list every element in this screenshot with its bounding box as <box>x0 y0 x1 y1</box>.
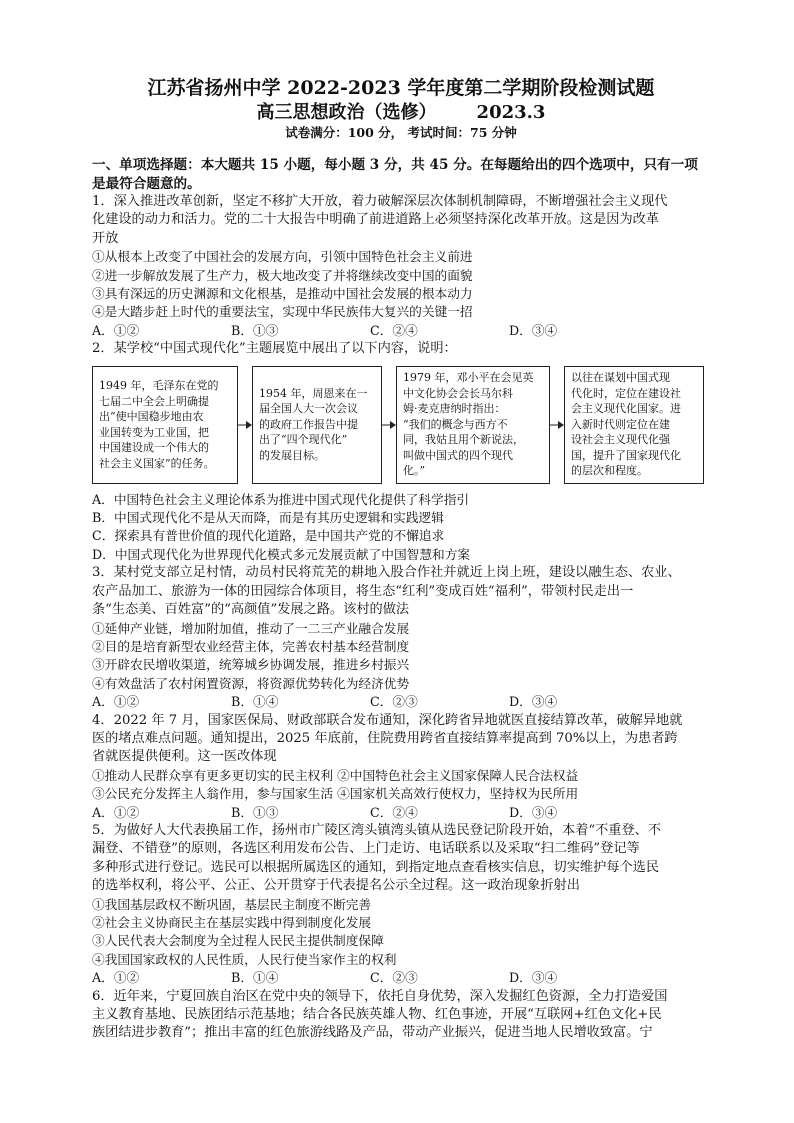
flow-text: 姆·麦克唐纳时指出： <box>403 402 506 416</box>
question-stem-line: 的选举权利，将公平、公正、公开贯穿于代表提名公示全过程。这一政治现象折射出 <box>92 878 580 894</box>
flow-text: 七届二中全会上明确提 <box>99 394 209 408</box>
subject-name: 高三思想政治（选修） <box>256 102 437 123</box>
choice-d[interactable]: D．中国式现代化为世界现代化模式多元发展贡献了中国智慧和方案 <box>92 546 471 562</box>
flow-text: 出了“四个现代化” <box>259 433 348 447</box>
statement-item: ④是大踏步赶上时代的重要法宝，实现中华民族伟大复兴的关键一招 <box>92 304 473 320</box>
question-stem: 2．某学校“中国式现代化”主题展览中展出了以下内容，说明： <box>92 341 457 357</box>
statement-item: ③具有深远的历史渊源和文化根基，是推动中国社会发展的根本动力 <box>92 286 473 302</box>
flow-text: 国，提升了国家现代化 <box>571 448 681 462</box>
answer-choices <box>92 969 710 987</box>
answer-choices <box>92 804 710 822</box>
choice-a[interactable]: A．①② <box>92 322 140 338</box>
statement-item: ②进一步解放发展了生产力，极大地改变了并将继续改变中国的面貌 <box>92 267 473 283</box>
question-stem-line: 化建设的动力和活力。党的二十大报告中明确了前进道路上必须坚持深化改革开放。这是因为改革 <box>92 212 660 228</box>
choice-c[interactable]: C．②④ <box>370 322 418 338</box>
choice-b[interactable]: B．①③ <box>231 322 279 338</box>
exam-info: 试卷满分：100 分， 考试时间：75 分钟 <box>285 125 517 140</box>
right-arrow-icon <box>550 420 564 430</box>
flow-text: 以往在谋划中国式现 <box>571 371 670 385</box>
flow-text: 的发展目标。 <box>259 448 325 462</box>
choice-b[interactable]: B．①④ <box>231 694 279 710</box>
choice-d[interactable]: D．③④ <box>509 804 558 820</box>
choice-b[interactable]: B．中国式现代化不是从天而降，而是有其历史逻辑和实践逻辑 <box>92 510 444 526</box>
question-stem-line: 多种形式进行登记。选民可以根据所属选区的通知，到指定地点查看核实信息，切实维护每个选民 <box>92 859 660 875</box>
flow-box-new-era <box>564 366 704 484</box>
statement-item: ①从根本上改变了中国社会的发展方向，引领中国特色社会主义前进 <box>92 249 473 265</box>
choice-b[interactable]: B．①④ <box>231 970 279 986</box>
section-heading: 一、单项选择题：本大题共 15 小题，每小题 3 分，共 45 分。在每题给出的四个选项中，只有一项 <box>92 157 698 173</box>
flow-text: 中国建设成一个伟大的 <box>99 441 209 455</box>
statement-item: ①我国基层政权不断巩固，基层民主制度不断完善 <box>92 896 372 912</box>
flow-box-1979 <box>396 366 550 484</box>
choice-a[interactable]: A．①② <box>92 804 140 820</box>
choice-a[interactable]: A．①② <box>92 694 140 710</box>
answer-choices <box>92 693 710 711</box>
choice-c[interactable]: C．探索具有普世价值的现代化道路，是中国共产党的不懈追求 <box>92 528 445 544</box>
flow-box-1954 <box>252 366 382 484</box>
answer-choices <box>92 322 710 340</box>
right-arrow-icon <box>382 420 396 430</box>
choice-b[interactable]: B．①③ <box>231 804 279 820</box>
exam-date: 2023.3 <box>476 102 546 123</box>
choice-a[interactable]: A．中国特色社会主义理论体系为推进中国式现代化提供了科学指引 <box>92 491 470 507</box>
flow-text: 代化时，定位在建设社 <box>571 386 681 400</box>
question-6 <box>92 988 710 1043</box>
flow-text: 同，我姑且用个新说法， <box>403 433 524 447</box>
question-stem-line: 条“生态美、百姓富”的“高颜值”发展之路。该村的做法 <box>92 602 410 618</box>
flow-text: 会主义现代化国家。进 <box>571 402 681 416</box>
flow-text: 1949 年，毛泽东在党的 <box>99 379 219 393</box>
statement-item: ②社会主义协商民主在基层实践中得到制度化发展 <box>92 915 372 930</box>
question-stem-line: 族团结进步教育”；推出丰富的红色旅游线路及产品，带动产业振兴，促进当地人民增收致富。宁 <box>92 1025 653 1041</box>
question-5 <box>92 822 710 988</box>
question-stem-line: 1．深入推进改革创新，坚定不移扩大开放，着力破解深层次体制机制障碍，不断增强社会主义现代 <box>92 194 668 209</box>
choice-c[interactable]: C．②③ <box>370 970 418 986</box>
exam-subtitle <box>92 102 710 124</box>
flow-text: 入新时代则定位在建 <box>571 417 670 431</box>
statement-item: ①推动人民群众享有更多更切实的民主权利 ②中国特色社会主义国家保障人民合法权益 <box>92 767 579 783</box>
flow-text: 中文化协会会长马尔科 <box>403 386 513 400</box>
statement-item: ③人民代表大会制度为全过程人民民主提供制度保障 <box>92 933 384 949</box>
question-3 <box>92 564 710 711</box>
question-4 <box>92 712 710 822</box>
question-stem-line: 主义教育基地、民族团结示范基地；结合各民族英雄人物、红色事迹，开展“互联网+红色文化+民 <box>92 1007 662 1023</box>
flow-text: 1954 年，周恩来在一 <box>259 386 368 400</box>
flow-text: 的政府工作报告中提 <box>259 417 358 431</box>
flow-text: 业国转变为工业国，把 <box>99 425 209 439</box>
exam-title: 江苏省扬州中学 2022-2023 学年度第二学期阶段检测试题 <box>147 77 655 99</box>
choice-c[interactable]: C．②④ <box>370 804 418 820</box>
flow-text: 届全国人大一次会议 <box>259 402 358 416</box>
question-stem-line: 4．2022 年 7 月，国家医保局、财政部联合发布通知，深化跨省异地就医直接结算改革，破解异地就 <box>92 712 683 728</box>
flow-text: 叫做中国式的四个现代 <box>403 448 513 462</box>
question-stem-line: 省就医提供便利。这一医改体现 <box>92 749 277 765</box>
timeline-flow <box>92 362 704 488</box>
flow-text: 化。” <box>403 464 426 478</box>
flow-text: 出“使中国稳步地由农 <box>99 410 204 424</box>
statement-item: ②目的是培育新型农业经营主体，完善农村基本经营制度 <box>92 638 410 654</box>
exam-page <box>92 76 710 1043</box>
choice-d[interactable]: D．③④ <box>509 970 558 986</box>
flow-text: 设社会主义现代化强 <box>571 433 670 447</box>
choice-c[interactable]: C．②③ <box>370 694 418 710</box>
question-stem-line: 5．为做好人大代表换届工作，扬州市广陵区湾头镇湾头镇从选民登记阶段开始，本着“不重登、不 <box>92 822 662 838</box>
statement-item: ④我国国家政权的人民性质，人民行使当家作主的权利 <box>92 951 397 967</box>
question-stem-line: 3．某村党支部立足村情，动员村民将荒芜的耕地入股合作社并就近上岗上班，建设以融生态、农业、 <box>92 565 681 581</box>
statement-item: ③开辟农民增收渠道，统筹城乡协调发展，推进乡村振兴 <box>92 657 410 673</box>
flow-text: “我们的概念与西方不 <box>403 417 508 431</box>
question-stem-line: 医的堵点难点问题。通知提出，2025 年底前，住院费用跨省直接结算率提高到 70%以上，为患者跨 <box>92 730 678 746</box>
flow-box-1949 <box>92 366 238 484</box>
question-stem-line: 农产品加工、旅游为一体的田园综合体项目，将生态“红利”变成百姓“福利”，带领村民走出一 <box>92 583 634 599</box>
question-stem-line: 开放 <box>92 230 119 246</box>
flow-text: 的层次和程度。 <box>571 464 648 478</box>
statement-item: ④有效盘活了农村闲置资源，将资源优势转化为经济优势 <box>92 675 410 691</box>
question-2 <box>92 340 710 564</box>
question-stem-line: 漏登、不错登”的原则，各选区利用发布公告、上门走访、电话联系以及采取“扫二维码”登记等 <box>92 841 640 857</box>
flow-text: 1979 年，邓小平在会见英 <box>403 371 534 385</box>
statement-item: ③公民充分发挥主人翁作用，参与国家生活 ④国家机关高效行使权力，坚持权为民所用 <box>92 786 579 802</box>
choice-a[interactable]: A．①② <box>92 970 140 986</box>
section-heading-cont: 是最符合题意的。 <box>92 175 201 192</box>
choice-d[interactable]: D．③④ <box>509 694 558 710</box>
flow-text: 社会主义国家”的任务。 <box>99 456 215 470</box>
statement-item: ①延伸产业链，增加附加值，推动了一二三产业融合发展 <box>92 620 410 636</box>
choice-d[interactable]: D．③④ <box>509 322 558 338</box>
question-stem-line: 6．近年来，宁夏回族自治区在党中央的领导下，依托自身优势，深入发掘红色资源，全力打造爱国 <box>92 988 668 1004</box>
question-1 <box>92 193 710 340</box>
right-arrow-icon <box>238 420 252 430</box>
